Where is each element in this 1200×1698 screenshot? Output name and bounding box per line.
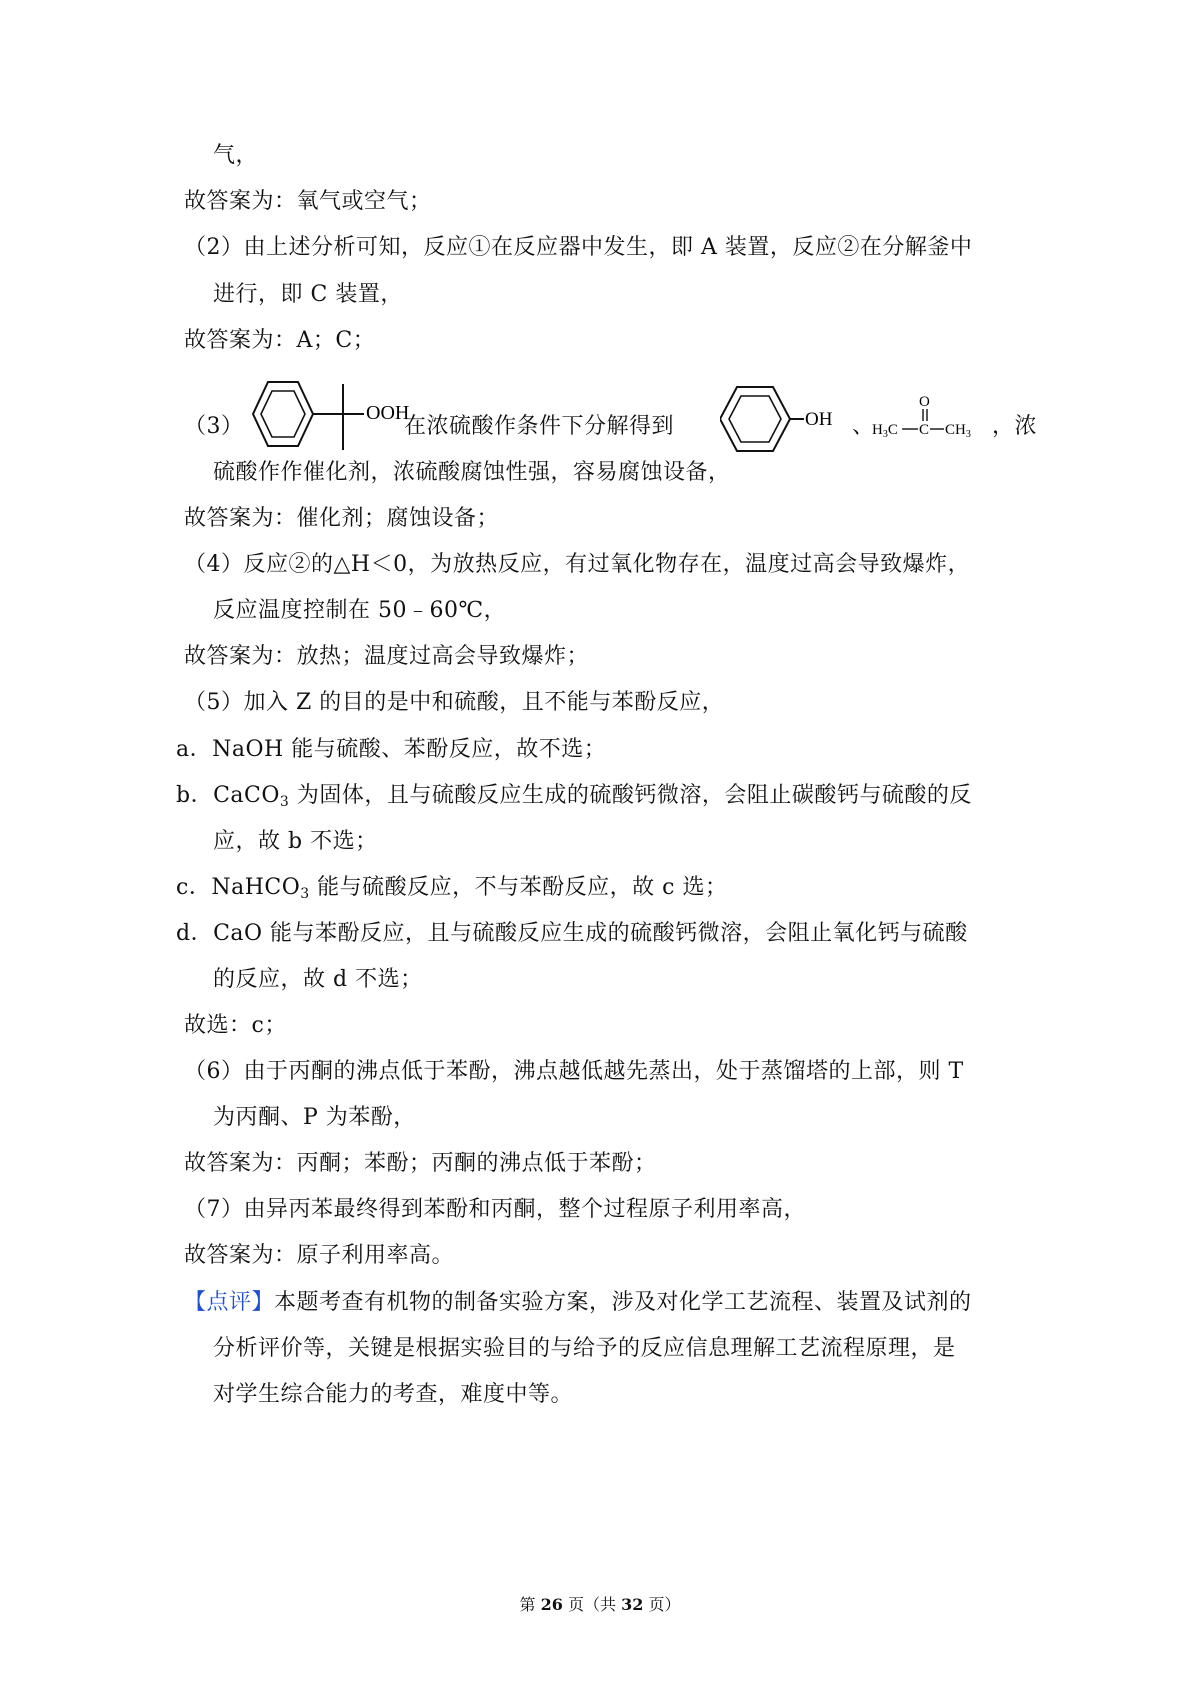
text-line: 、 bbox=[852, 414, 875, 439]
comment-line: 【点评】本题考查有机物的制备实验方案，涉及对化学工艺流程、装置及试剂的 bbox=[184, 1290, 972, 1315]
acetone-ch3-label: $CH_3$ bbox=[945, 422, 971, 440]
text-line: （4）反应②的△H＜0，为放热反应，有过氧化物存在，温度过高会导致爆炸， bbox=[184, 552, 971, 577]
text-line: 分析评价等，关键是根据实验目的与给予的反应信息理解工艺流程原理，是 bbox=[213, 1336, 956, 1361]
text-line: （3） bbox=[184, 414, 244, 439]
text-line: 故答案为：原子利用率高。 bbox=[184, 1243, 455, 1268]
text-line: 应，故 b 不选； bbox=[213, 829, 378, 854]
oh-label: OH bbox=[805, 409, 833, 430]
text-line: 故答案为：放热；温度过高会导致爆炸； bbox=[184, 644, 590, 669]
text-line: 为丙酮、P 为苯酚， bbox=[213, 1105, 416, 1130]
text-line: 故答案为：氧气或空气； bbox=[184, 189, 432, 214]
text-line: （2）由上述分析可知，反应①在反应器中发生，即 A 装置，反应②在分解釜中 bbox=[184, 235, 973, 260]
text-line: 硫酸作作催化剂，浓硫酸腐蚀性强，容易腐蚀设备， bbox=[213, 460, 731, 485]
total-page-count: 32 bbox=[621, 1595, 644, 1614]
text-line: （5）加入 Z 的目的是中和硫酸，且不能与苯酚反应， bbox=[184, 690, 725, 715]
text-line: c．NaHCO$_3$ 能与硫酸反应，不与苯酚反应，故 c 选； bbox=[176, 875, 728, 902]
acetone-carbonyl-carbon-label: C bbox=[919, 422, 930, 438]
acetone-oxygen-label: O bbox=[919, 394, 930, 410]
current-page-number: 26 bbox=[540, 1595, 563, 1614]
text-line: 故选：c； bbox=[184, 1013, 287, 1038]
text-line: 故答案为：A；C； bbox=[184, 328, 376, 353]
text-line: 气， bbox=[213, 143, 259, 168]
acetone-structure bbox=[872, 392, 992, 444]
text-line: a．NaOH 能与硫酸、苯酚反应，故不选； bbox=[176, 737, 607, 762]
text-line: 反应温度控制在 50﹣60℃， bbox=[213, 598, 507, 623]
ooh-label: OOH bbox=[366, 402, 410, 424]
page-footer: 第 26 页（共 32 页） bbox=[519, 1595, 681, 1614]
text-line: ，浓 bbox=[992, 414, 1038, 439]
phenol-structure bbox=[720, 384, 840, 456]
acetone-h3c-label: $H_3C$ bbox=[872, 422, 898, 440]
comment-tag: 【点评】 bbox=[184, 1290, 275, 1315]
text-line: 故答案为：催化剂；腐蚀设备； bbox=[184, 506, 500, 531]
text-line: 在浓硫酸作条件下分解得到 bbox=[404, 414, 675, 439]
text-line: 对学生综合能力的考查，难度中等。 bbox=[213, 1382, 574, 1407]
text-line: 进行，即 C 装置， bbox=[213, 282, 403, 307]
text-line: 故答案为：丙酮；苯酚；丙酮的沸点低于苯酚； bbox=[184, 1151, 657, 1176]
text-line: （7）由异丙苯最终得到苯酚和丙酮，整个过程原子利用率高， bbox=[184, 1197, 806, 1222]
text-line: （6）由于丙酮的沸点低于苯酚，沸点越低越先蒸出，处于蒸馏塔的上部，则 T bbox=[184, 1059, 964, 1084]
text-line: d．CaO 能与苯酚反应，且与硫酸反应生成的硫酸钙微溶，会阻止氧化钙与硫酸 bbox=[176, 921, 968, 946]
text-line: 的反应，故 d 不选； bbox=[213, 967, 423, 992]
text-line: b．CaCO$_3$ 为固体，且与硫酸反应生成的硫酸钙微溶，会阻止碳酸钙与硫酸的反 bbox=[176, 783, 972, 810]
